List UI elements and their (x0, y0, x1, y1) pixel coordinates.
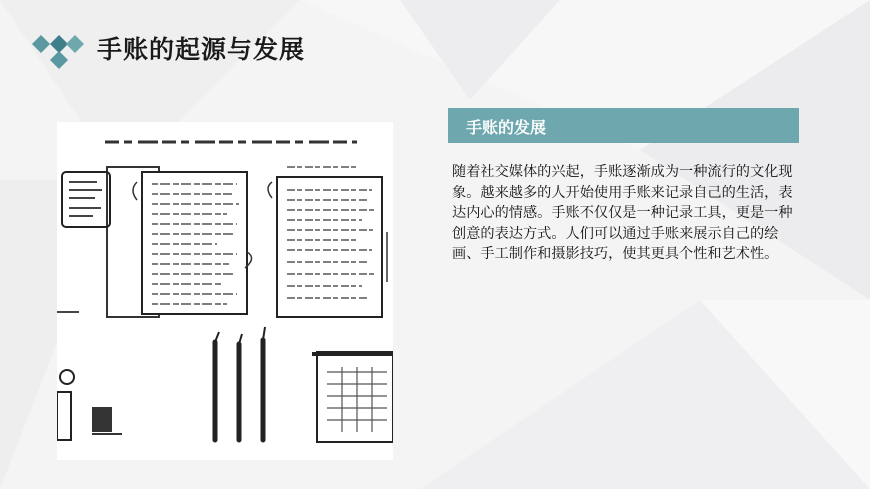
journal-illustration (57, 122, 393, 460)
body-paragraph: 随着社交媒体的兴起，手账逐渐成为一种流行的文化现象。越来越多的人开始使用手账来记录自己的生活，表达内心的情感。手账不仅仅是一种记录工具，更是一种创意的表达方式。人们可以通过手账来展示自己的绘画、手工制作和摄影技巧，使其更具个性和艺术性。 (452, 164, 793, 262)
page-title: 手账的起源与发展 (97, 35, 306, 64)
journal-sketch-icon (57, 122, 393, 460)
logo-diamonds-icon (30, 31, 86, 71)
section-heading-bar (448, 108, 799, 143)
section-heading: 手账的发展 (466, 118, 547, 137)
